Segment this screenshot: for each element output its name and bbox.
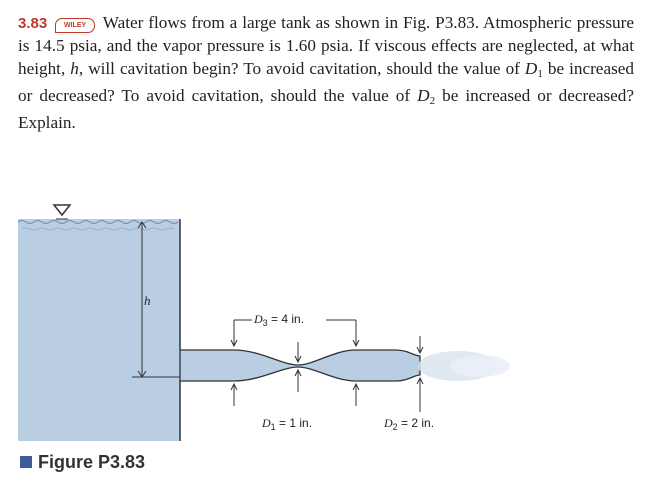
d1-sub: 1 <box>270 422 276 432</box>
d2-label <box>383 416 434 432</box>
d2-sub: 2 <box>392 422 398 432</box>
d3-sub: 3 <box>262 318 268 328</box>
problem-text-2: , will cavitation begin? To avoid cavitation, should the value of <box>78 58 525 78</box>
pipe <box>180 350 420 381</box>
h-label: h <box>144 293 151 308</box>
caption-text: Figure P3.83 <box>38 452 146 472</box>
d1-label <box>261 416 312 432</box>
free-surface-marker-icon <box>54 205 70 215</box>
problem-d1-sub: 1 <box>537 67 543 80</box>
d1-value: = 1 in. <box>275 416 313 430</box>
d3-label <box>253 312 304 328</box>
problem-text-3: be increased or decreased? To avoid cavitation, should the value of <box>18 58 634 105</box>
problem-d2-sub: 2 <box>429 94 436 107</box>
problem-text-1: Water flows from a large tank as shown in Fig. P3.83. Atmospheric pressure is 14.5 psia, and the vapor pressure is 1.60 psia. If viscous effects are neglected, at what height, <box>18 13 634 78</box>
caption-square-icon <box>20 456 32 468</box>
problem-d1-var: D <box>524 58 538 78</box>
figure-caption <box>20 452 145 473</box>
d1-var: D <box>262 416 271 430</box>
d3-var: D <box>254 312 263 326</box>
d2-var: D <box>384 416 393 430</box>
problem-d2-var: D <box>417 85 430 105</box>
problem-number: 3.83 <box>18 15 48 32</box>
problem-h-var: h <box>70 58 79 78</box>
d2-value: = 2 in. <box>397 416 435 430</box>
wiley-icon: WILEY <box>55 18 95 33</box>
problem-text-4: be increased or decreased? Explain. <box>18 85 634 133</box>
d3-value: = 4 in. <box>267 312 305 326</box>
tank-water <box>18 219 180 441</box>
